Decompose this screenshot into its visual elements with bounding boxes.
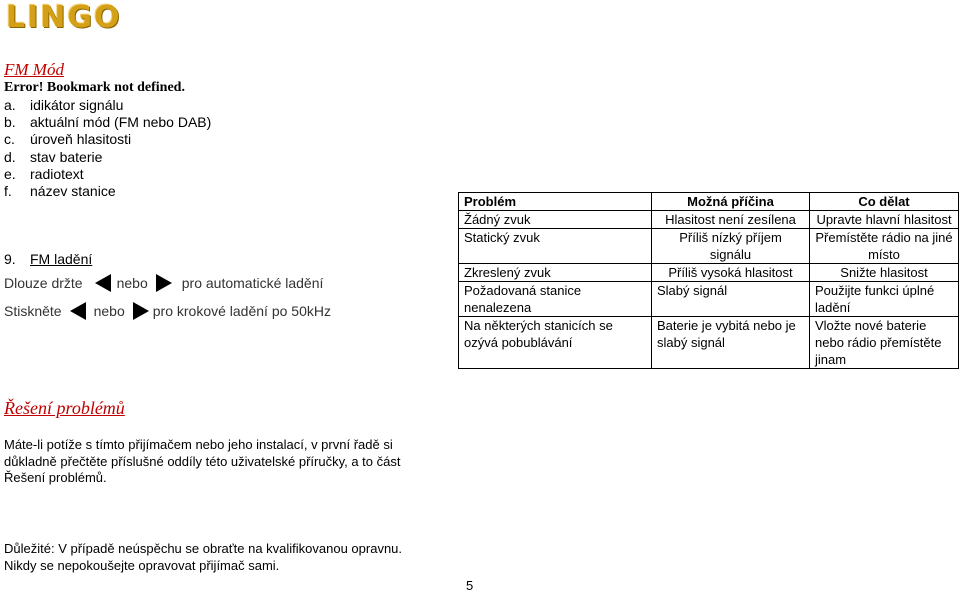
table-cell: Požadovaná stanice nenalezena [459, 282, 652, 317]
important-note [4, 541, 444, 574]
table-row [459, 317, 959, 369]
tune-up-arrow-icon [133, 302, 149, 320]
table-row [459, 211, 959, 229]
troubleshooting-table [458, 192, 959, 369]
section-number: 9. [4, 251, 16, 267]
table-cell: Statický zvuk [459, 229, 652, 264]
tune-down-arrow-icon [70, 302, 86, 320]
table-cell: Baterie je vybitá nebo je slabý signál [652, 317, 810, 369]
list-item: c. úroveň hlasitosti [4, 131, 132, 148]
header-cause: Možná příčina [652, 193, 810, 211]
list-item: a. idikátor signálu [4, 97, 124, 113]
table-row [459, 229, 959, 264]
list-item: b. aktuální mód (FM nebo DAB) [4, 114, 212, 131]
tune-up-arrow-icon [156, 274, 172, 292]
table-cell: Slabý signál [652, 282, 810, 317]
troubleshooting-title: Řešení problémů [4, 398, 125, 418]
fm-mode-title: FM Mód [4, 60, 64, 79]
display-legend-list [4, 97, 211, 200]
table-cell: Zkreslený zvuk [459, 264, 652, 282]
table-cell: Hlasitost není zesílena [652, 211, 810, 229]
table-cell: Na některých stanicích se ozývá pobublávání [459, 317, 652, 369]
list-item: e. radiotext [4, 165, 84, 182]
table-cell: Příliš nízký příjem signálu [652, 229, 810, 264]
table-header-row [459, 193, 959, 211]
auto-tuning-line: Dlouze držte nebo pro automatické ladění [4, 275, 324, 291]
table-cell: Použijte funkci úplné ladění [810, 282, 959, 317]
table-cell: Příliš vysoká hlasitost [652, 264, 810, 282]
lingo-logo: LINGO [6, 0, 122, 35]
table-cell: Žádný zvuk [459, 211, 652, 229]
bookmark-error: Error! Bookmark not defined. [4, 80, 185, 95]
table-cell: Přemístěte rádio na jiné místo [810, 229, 959, 264]
list-item: f. název stanice [4, 183, 116, 200]
fm-tuning-heading [4, 251, 92, 267]
table-cell: Snižte hlasitost [810, 264, 959, 282]
important-line-1: Důležité: V případě neúspěchu se obraťte na kvalifikovanou opravnu. [4, 541, 403, 556]
tune-down-arrow-icon [95, 274, 111, 292]
table-cell: Vložte nové baterie nebo rádio přemístěte jinam [810, 317, 959, 369]
important-line-2: Nikdy se nepokoušejte opravovat přijímač sami. [4, 557, 280, 573]
table-row [459, 282, 959, 317]
header-action: Co dělat [810, 193, 959, 211]
table-row [459, 264, 959, 282]
fm-tuning-title: FM ladění [30, 251, 93, 267]
table-cell: Upravte hlavní hlasitost [810, 211, 959, 229]
list-item: d. stav baterie [4, 148, 103, 165]
header-problem: Problém [459, 193, 652, 211]
step-tuning-line: Stiskněte nebo pro krokové ladění po 50kHz [4, 303, 331, 319]
page-number: 5 [466, 578, 474, 593]
troubleshooting-paragraph: Máte-li potíže s tímto přijímačem nebo jeho instalací, v první řadě si důkladně přečtěte příslušné oddíly této uživatelské příručky, a to část Řešení problémů. [4, 437, 401, 486]
